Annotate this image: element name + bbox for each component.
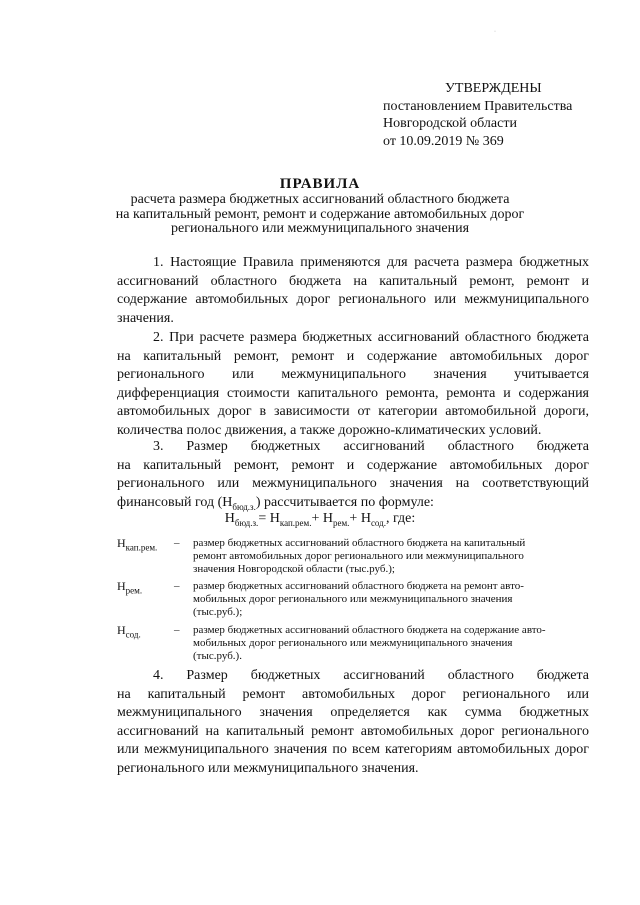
paragraph-line: дифференциация стоимости капитального ремонта, ремонта и содержания (117, 385, 589, 401)
paragraph-4 (117, 667, 589, 778)
formula: $Н_{бюд.з.}= Н_{кап.рем.}+ Н_{рем.}+ Н_{сод.}$, где: (224, 511, 416, 528)
paragraph-line: ассигнований областного бюджета на капитальный ремонт, ремонт и (117, 273, 589, 289)
document-title: ПРАВИЛА (279, 176, 361, 192)
definition-text: размер бюджетных ассигнований областного бюджета на ремонт авто- мобильных дорог регионального или межмуниципального значения (тыс.руб.); (193, 580, 524, 618)
definition-dash: – (174, 624, 180, 636)
paragraph-line: 1. Настоящие Правила применяются для расчета размера бюджетных (153, 255, 589, 270)
approval-block (383, 80, 572, 150)
paragraph-line: регионального или межмуниципального значения. (117, 760, 419, 776)
paragraph-1 (117, 254, 589, 328)
paragraph-line: количества полос движения, а также дорожно-климатических условий. (117, 422, 542, 438)
document-subtitle (0, 193, 640, 237)
definition-text: размер бюджетных ассигнований областного бюджета на содержание авто- мобильных дорог регионального или межмуниципального значения (тыс.руб.). (193, 624, 546, 662)
paragraph-line: значения. (117, 310, 174, 326)
paragraph-3 (117, 438, 589, 512)
subtitle-line: на капитальный ремонт, ремонт и содержание автомобильных дорог (115, 206, 525, 222)
approval-date-number: от 10.09.2019 № 369 (383, 133, 504, 149)
definition-symbol: $Н_{сод.}$ (117, 623, 141, 640)
definition-symbol: $Н_{кап.рем.}$ (117, 536, 158, 553)
paragraph-line: 2. При расчете размера бюджетных ассигнований областного бюджета (153, 330, 589, 345)
subtitle-line: регионального или межмуниципального значения (170, 221, 470, 236)
definition-dash: – (174, 580, 180, 592)
paragraph-line: финансовый год $(Н_{бюд.з.})$ рассчитывается по формуле: (117, 494, 434, 512)
paragraph-line: на капитальный ремонт, ремонт и содержание автомобильных дорог (117, 457, 589, 473)
paragraph-line: ассигнований на капитальный ремонт автомобильных дорог регионального (117, 723, 589, 739)
paragraph-2 (117, 329, 589, 440)
paragraph-line: 3. Размер бюджетных ассигнований областного бюджета (153, 439, 589, 454)
paragraph-line: регионального или межмуниципального значения на соответствующий (117, 476, 589, 491)
paragraph-line: регионального или межмуниципального значения учитывается (117, 367, 589, 382)
paragraph-line: содержание автомобильных дорог регионального или межмуниципального (117, 292, 589, 307)
subtitle-line: расчета размера бюджетных ассигнований областного бюджета (130, 192, 510, 207)
paragraph-line: на капитальный ремонт, ремонт и содержание автомобильных дорог (117, 348, 589, 364)
approval-title: УТВЕРЖДЕНЫ (445, 81, 542, 96)
definition-symbol: $Н_{рем.}$ (117, 579, 143, 596)
approval-line: постановлением Правительства (383, 98, 573, 114)
paragraph-line: или межмуниципального значения по всем категориям автомобильных дорог (117, 742, 589, 757)
paragraph-line: 4. Размер бюджетных ассигнований областного бюджета (153, 668, 589, 683)
paragraph-line: межмуниципального значения определяется как сумма бюджетных (117, 705, 589, 720)
definition-dash: – (174, 537, 180, 549)
paragraph-line: автомобильных дорог в зависимости от категории автомобильной дороги, (117, 404, 589, 419)
definition-text: размер бюджетных ассигнований областного бюджета на капитальный ремонт автомобильных дорог регионального или межмуниципального значения Новгородской области (тыс.руб.); (193, 537, 526, 575)
scan-mark: · (494, 29, 496, 35)
approval-line: Новгородской области (383, 116, 517, 131)
paragraph-line: на капитальный ремонт автомобильных дорог регионального или (117, 686, 589, 702)
